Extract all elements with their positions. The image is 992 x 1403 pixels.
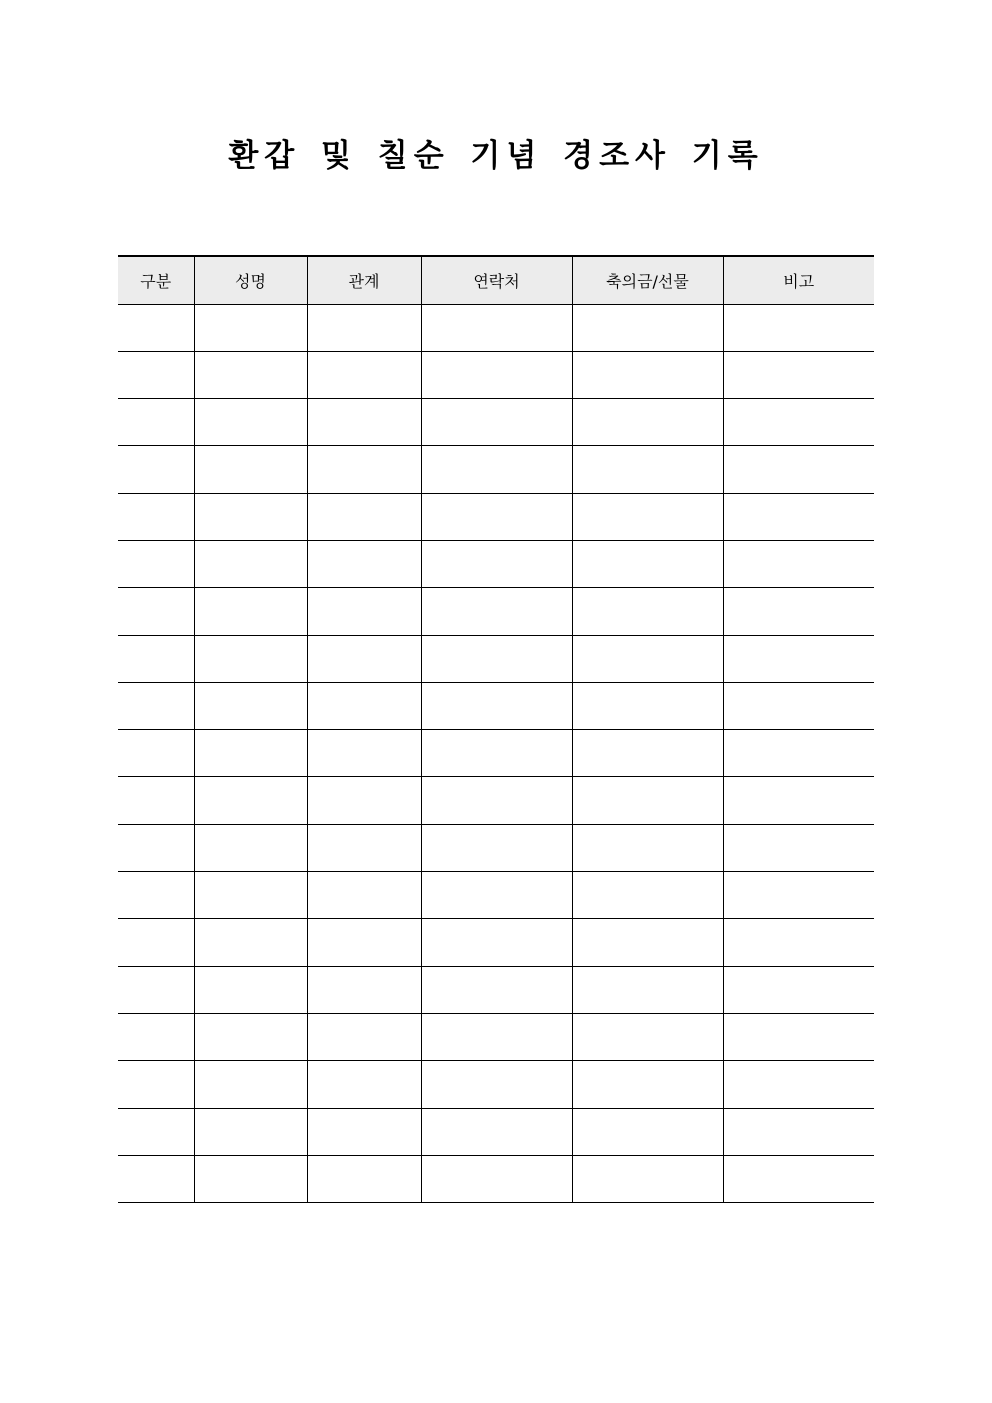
cell-gift[interactable] <box>572 1061 723 1108</box>
cell-category[interactable] <box>118 966 194 1013</box>
cell-note[interactable] <box>723 1108 874 1155</box>
cell-note[interactable] <box>723 1013 874 1060</box>
cell-gift[interactable] <box>572 1155 723 1202</box>
table-row <box>118 1013 874 1060</box>
cell-relationship[interactable] <box>307 446 421 493</box>
cell-contact[interactable] <box>421 399 572 446</box>
cell-gift[interactable] <box>572 635 723 682</box>
cell-gift[interactable] <box>572 777 723 824</box>
cell-contact[interactable] <box>421 493 572 540</box>
cell-category[interactable] <box>118 682 194 729</box>
cell-name[interactable] <box>194 777 307 824</box>
cell-gift[interactable] <box>572 1108 723 1155</box>
cell-note[interactable] <box>723 1061 874 1108</box>
table-row <box>118 540 874 587</box>
cell-relationship[interactable] <box>307 1108 421 1155</box>
cell-category[interactable] <box>118 493 194 540</box>
cell-gift[interactable] <box>572 730 723 777</box>
table-row <box>118 730 874 777</box>
table-body <box>118 304 874 1203</box>
table-row <box>118 824 874 871</box>
table-row <box>118 446 874 493</box>
cell-gift[interactable] <box>572 588 723 635</box>
cell-relationship[interactable] <box>307 919 421 966</box>
cell-category[interactable] <box>118 730 194 777</box>
column-header-name: 성명 <box>194 256 307 304</box>
table-row <box>118 1061 874 1108</box>
cell-category[interactable] <box>118 351 194 398</box>
table-row <box>118 777 874 824</box>
cell-name[interactable] <box>194 540 307 587</box>
table-row <box>118 493 874 540</box>
cell-relationship[interactable] <box>307 635 421 682</box>
page-title: 환갑 및 칠순 기념 경조사 기록 <box>228 138 764 174</box>
cell-relationship[interactable] <box>307 399 421 446</box>
cell-contact[interactable] <box>421 777 572 824</box>
cell-note[interactable] <box>723 919 874 966</box>
cell-gift[interactable] <box>572 493 723 540</box>
cell-contact[interactable] <box>421 446 572 493</box>
table-row <box>118 872 874 919</box>
cell-category[interactable] <box>118 635 194 682</box>
table-row <box>118 966 874 1013</box>
cell-contact[interactable] <box>421 966 572 1013</box>
cell-gift[interactable] <box>572 966 723 1013</box>
cell-relationship[interactable] <box>307 540 421 587</box>
cell-category[interactable] <box>118 1155 194 1202</box>
cell-contact[interactable] <box>421 304 572 351</box>
cell-gift[interactable] <box>572 824 723 871</box>
cell-name[interactable] <box>194 730 307 777</box>
cell-gift[interactable] <box>572 351 723 398</box>
cell-category[interactable] <box>118 304 194 351</box>
cell-category[interactable] <box>118 1108 194 1155</box>
table-row <box>118 399 874 446</box>
cell-gift[interactable] <box>572 304 723 351</box>
cell-note[interactable] <box>723 304 874 351</box>
cell-name[interactable] <box>194 1061 307 1108</box>
table-row <box>118 588 874 635</box>
cell-name[interactable] <box>194 872 307 919</box>
cell-note[interactable] <box>723 351 874 398</box>
cell-gift[interactable] <box>572 1013 723 1060</box>
cell-name[interactable] <box>194 493 307 540</box>
table-header-row <box>118 256 874 304</box>
cell-note[interactable] <box>723 682 874 729</box>
cell-note[interactable] <box>723 777 874 824</box>
cell-note[interactable] <box>723 446 874 493</box>
cell-contact[interactable] <box>421 635 572 682</box>
cell-contact[interactable] <box>421 872 572 919</box>
table-row <box>118 1108 874 1155</box>
cell-contact[interactable] <box>421 540 572 587</box>
cell-category[interactable] <box>118 399 194 446</box>
table-row <box>118 1155 874 1202</box>
cell-category[interactable] <box>118 919 194 966</box>
cell-category[interactable] <box>118 872 194 919</box>
cell-name[interactable] <box>194 446 307 493</box>
cell-category[interactable] <box>118 1061 194 1108</box>
cell-contact[interactable] <box>421 1155 572 1202</box>
table-row <box>118 635 874 682</box>
cell-relationship[interactable] <box>307 777 421 824</box>
cell-contact[interactable] <box>421 682 572 729</box>
cell-category[interactable] <box>118 777 194 824</box>
table-row <box>118 304 874 351</box>
cell-relationship[interactable] <box>307 824 421 871</box>
cell-name[interactable] <box>194 351 307 398</box>
cell-name[interactable] <box>194 635 307 682</box>
cell-name[interactable] <box>194 399 307 446</box>
cell-gift[interactable] <box>572 682 723 729</box>
cell-category[interactable] <box>118 588 194 635</box>
cell-name[interactable] <box>194 1013 307 1060</box>
cell-contact[interactable] <box>421 824 572 871</box>
column-header-note: 비고 <box>723 256 874 304</box>
cell-relationship[interactable] <box>307 493 421 540</box>
cell-gift[interactable] <box>572 919 723 966</box>
cell-relationship[interactable] <box>307 588 421 635</box>
cell-category[interactable] <box>118 446 194 493</box>
cell-relationship[interactable] <box>307 966 421 1013</box>
cell-relationship[interactable] <box>307 872 421 919</box>
cell-name[interactable] <box>194 919 307 966</box>
cell-relationship[interactable] <box>307 1013 421 1060</box>
cell-gift[interactable] <box>572 540 723 587</box>
cell-name[interactable] <box>194 1108 307 1155</box>
record-table <box>118 255 874 1203</box>
column-header-relationship: 관계 <box>307 256 421 304</box>
cell-note[interactable] <box>723 399 874 446</box>
cell-note[interactable] <box>723 730 874 777</box>
cell-note[interactable] <box>723 540 874 587</box>
cell-contact[interactable] <box>421 351 572 398</box>
cell-name[interactable] <box>194 824 307 871</box>
cell-contact[interactable] <box>421 1013 572 1060</box>
cell-contact[interactable] <box>421 1108 572 1155</box>
cell-note[interactable] <box>723 872 874 919</box>
cell-category[interactable] <box>118 540 194 587</box>
cell-note[interactable] <box>723 635 874 682</box>
cell-contact[interactable] <box>421 588 572 635</box>
cell-category[interactable] <box>118 1013 194 1060</box>
cell-relationship[interactable] <box>307 1061 421 1108</box>
column-header-category: 구분 <box>118 256 194 304</box>
cell-name[interactable] <box>194 1155 307 1202</box>
cell-note[interactable] <box>723 824 874 871</box>
table-row <box>118 351 874 398</box>
table-row <box>118 919 874 966</box>
cell-contact[interactable] <box>421 1061 572 1108</box>
cell-relationship[interactable] <box>307 1155 421 1202</box>
cell-gift[interactable] <box>572 872 723 919</box>
column-header-contact: 연락처 <box>421 256 572 304</box>
cell-contact[interactable] <box>421 919 572 966</box>
cell-name[interactable] <box>194 588 307 635</box>
cell-relationship[interactable] <box>307 682 421 729</box>
cell-name[interactable] <box>194 966 307 1013</box>
cell-name[interactable] <box>194 682 307 729</box>
column-header-gift: 축의금/선물 <box>572 256 723 304</box>
cell-gift[interactable] <box>572 399 723 446</box>
cell-relationship[interactable] <box>307 351 421 398</box>
cell-note[interactable] <box>723 493 874 540</box>
cell-note[interactable] <box>723 966 874 1013</box>
cell-note[interactable] <box>723 588 874 635</box>
cell-gift[interactable] <box>572 446 723 493</box>
table-row <box>118 682 874 729</box>
cell-relationship[interactable] <box>307 304 421 351</box>
cell-name[interactable] <box>194 304 307 351</box>
cell-relationship[interactable] <box>307 730 421 777</box>
cell-category[interactable] <box>118 824 194 871</box>
cell-contact[interactable] <box>421 730 572 777</box>
cell-note[interactable] <box>723 1155 874 1202</box>
